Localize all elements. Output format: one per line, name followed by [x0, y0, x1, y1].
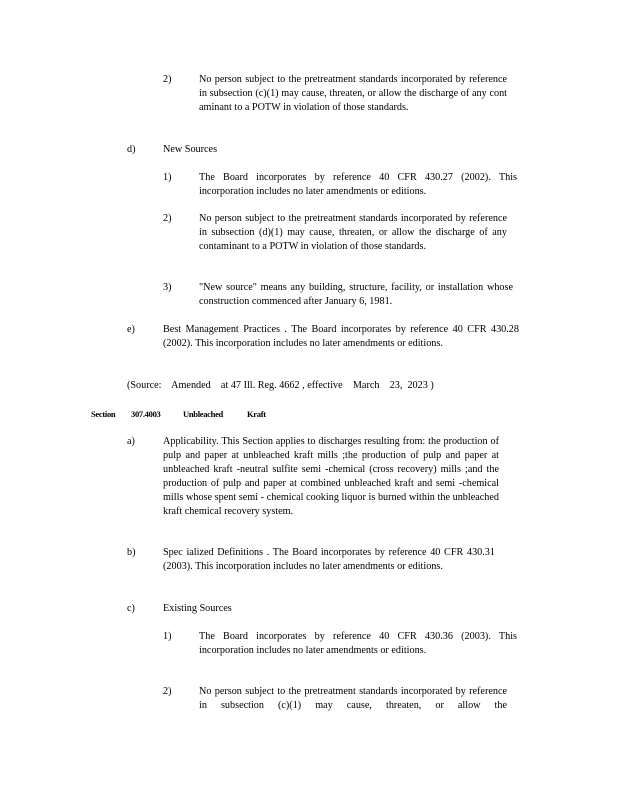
subsection-text: Spec ialized Definitions . The Board incorporates by reference 40 CFR 430.31 (2003). This incorporation includes no later amendments or editions.: [163, 547, 495, 572]
item-text: No person subject to the pretreatment standards incorporated by reference in subsection (c)(1) may cause, threaten, or allow the discharge of any cont aminant to a POTW in violation of those standards.: [199, 74, 507, 113]
item-number: 3): [163, 282, 172, 293]
source-note: (Source: Amended at 47 Ill. Reg. 4662 , effective March 23, 2023 ): [127, 380, 434, 391]
subsection-label: d): [127, 144, 136, 155]
subsection-title: Existing Sources: [163, 603, 232, 614]
item-number: 1): [163, 631, 172, 642]
section-title-2: Kraft: [247, 409, 266, 419]
item-number: 2): [163, 213, 172, 224]
item-text: "New source" means any building, structure, facility, or installation whose construction commenced after January 6, 1981.: [199, 282, 513, 307]
subsection-label: e): [127, 324, 135, 335]
item-text: No person subject to the pretreatment standards incorporated by reference in subsection (d)(1) may cause, threaten, or allow the discharge of any contaminant to a POTW in violation of those standards.: [199, 213, 507, 252]
item-text: No person subject to the pretreatment standards incorporated by reference in subsection (c)(1) may cause, threaten, or allow the: [199, 686, 507, 711]
subsection-label: b): [127, 547, 136, 558]
section-number: 307.4003: [131, 409, 161, 419]
item-text: The Board incorporates by reference 40 CFR 430.36 (2003). This incorporation includes no later amendments or editions.: [199, 631, 517, 656]
subsection-title: New Sources: [163, 144, 218, 155]
subsection-label: a): [127, 436, 135, 447]
item-number: 2): [163, 74, 172, 85]
item-number: 2): [163, 686, 172, 697]
section-word: Section: [91, 409, 116, 419]
subsection-text: Best Management Practices . The Board incorporates by reference 40 CFR 430.28 (2002). This incorporation includes no later amendments or editions.: [163, 324, 519, 349]
subsection-label: c): [127, 603, 135, 614]
section-title-1: Unbleached: [183, 409, 223, 419]
item-text: The Board incorporates by reference 40 CFR 430.27 (2002). This incorporation includes no later amendments or editions.: [199, 172, 517, 197]
subsection-text: Applicability. This Section applies to discharges resulting from: the production of pulp and paper at unbleached kraft mills ;the production of pulp and paper at unbleached kraft -neutral sulfite semi -chemical (cross recovery) mills ;and the production of pulp and paper at combined unbleached kraft and semi -chemical mills whose spent semi - chemical cooking liquor is burned within the unbleached kraft chemical recovery system.: [163, 436, 499, 517]
item-number: 1): [163, 172, 172, 183]
